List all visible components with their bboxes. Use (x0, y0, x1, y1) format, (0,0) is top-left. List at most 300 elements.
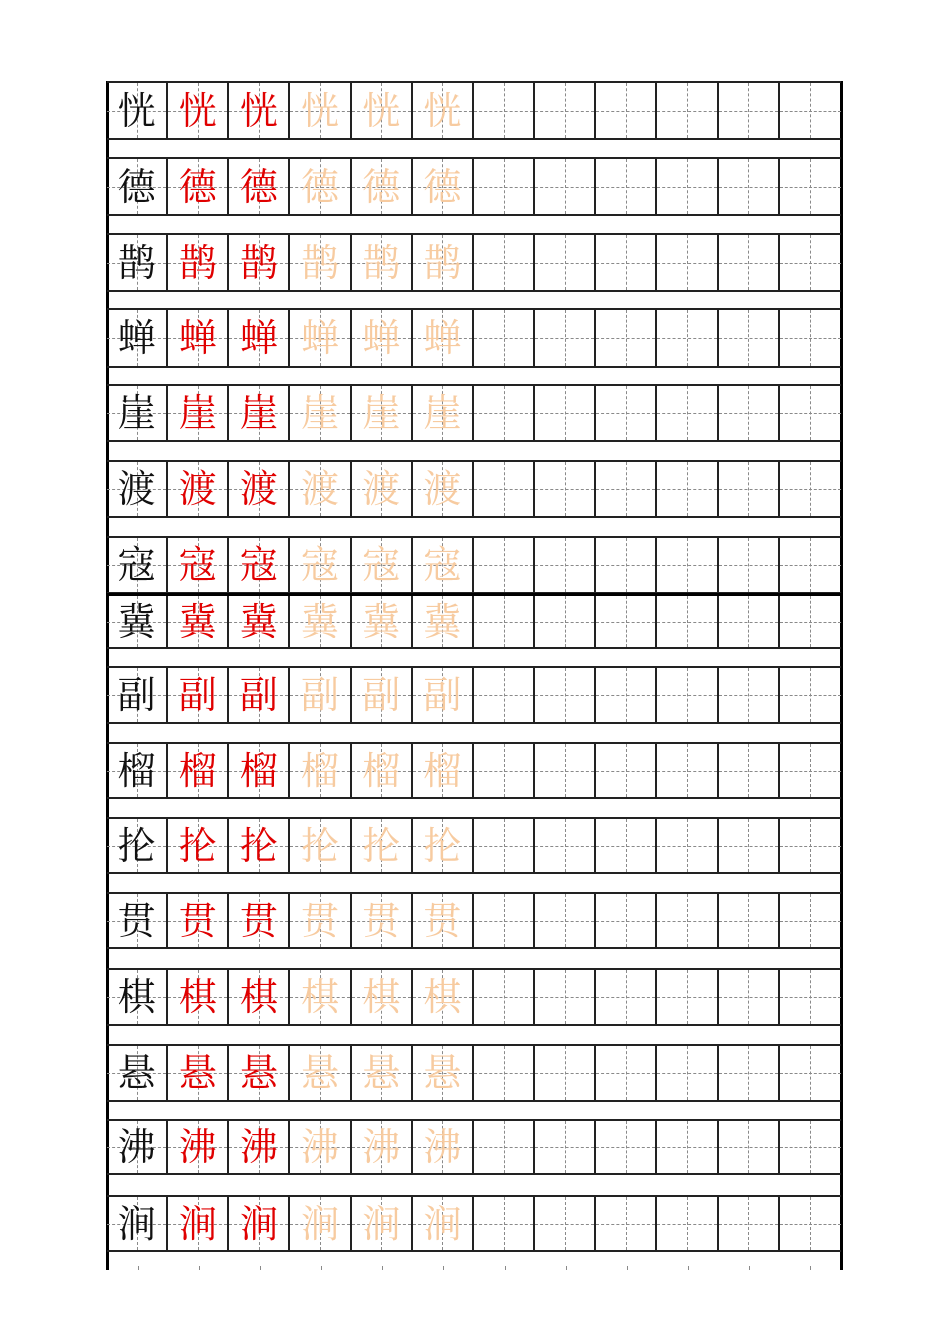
blank-practice-cell (780, 235, 841, 290)
blank-practice-cell (719, 1046, 780, 1100)
trace-character: 悬 (301, 1051, 340, 1095)
model-character-cell (107, 744, 168, 797)
red-example-cell (168, 159, 229, 214)
trace-character-cell (290, 744, 351, 797)
trace-character-cell (352, 83, 413, 138)
blank-practice-cell (780, 668, 841, 722)
red-character: 寇 (178, 543, 217, 587)
red-example-cell (229, 894, 290, 947)
trace-character: 贯 (362, 898, 401, 943)
red-character: 悬 (178, 1051, 217, 1095)
trace-character: 悬 (362, 1051, 401, 1095)
blank-practice-cell (657, 310, 718, 366)
trace-character: 蝉 (301, 316, 340, 360)
trace-character: 悬 (423, 1051, 462, 1095)
model-character-cell (107, 1121, 168, 1173)
blank-practice-cell (474, 462, 535, 516)
blank-practice-cell (474, 310, 535, 366)
blank-practice-cell (719, 970, 780, 1024)
red-character: 渡 (239, 467, 278, 511)
trace-character-cell (290, 894, 351, 947)
red-character: 榴 (178, 748, 217, 793)
trace-character: 鹊 (423, 240, 462, 285)
trace-character-cell (352, 538, 413, 592)
character-row (107, 1044, 841, 1102)
trace-character-cell (413, 744, 474, 797)
blank-practice-cell (719, 744, 780, 797)
trace-character-cell (413, 310, 474, 366)
trace-character: 寇 (423, 543, 462, 587)
blank-practice-cell (719, 462, 780, 516)
blank-practice-cell (596, 596, 657, 647)
blank-practice-cell (596, 819, 657, 872)
trace-character: 冀 (362, 599, 401, 644)
blank-practice-cell (535, 538, 596, 592)
blank-practice-cell (657, 970, 718, 1024)
character-row (107, 742, 841, 799)
trace-character-cell (413, 1121, 474, 1173)
red-character: 蝉 (239, 316, 278, 360)
blank-practice-cell (780, 970, 841, 1024)
red-example-cell (229, 83, 290, 138)
red-character: 副 (239, 673, 278, 717)
blank-practice-cell (535, 1046, 596, 1100)
red-example-cell (168, 744, 229, 797)
blank-practice-cell (719, 83, 780, 138)
model-character: 副 (117, 673, 156, 717)
model-character-cell (107, 386, 168, 440)
trace-character-cell (413, 159, 474, 214)
trace-character: 崖 (301, 391, 340, 435)
model-character: 恍 (117, 88, 156, 133)
blank-practice-cell (535, 386, 596, 440)
trace-character-cell (352, 894, 413, 947)
red-character: 恍 (178, 88, 217, 133)
blank-practice-cell (657, 1121, 718, 1173)
red-example-cell (229, 744, 290, 797)
red-example-cell (168, 1197, 229, 1250)
trace-character: 贯 (423, 898, 462, 943)
blank-practice-cell (474, 235, 535, 290)
trace-character-cell (290, 310, 351, 366)
character-row (107, 1119, 841, 1175)
trace-character: 榴 (362, 748, 401, 793)
guide-tick (229, 1266, 290, 1272)
red-character: 德 (178, 164, 217, 209)
trace-character-cell (352, 596, 413, 647)
blank-practice-cell (474, 894, 535, 947)
model-character: 蝉 (117, 316, 156, 360)
trace-character: 德 (301, 164, 340, 209)
blank-practice-cell (596, 159, 657, 214)
trace-character-cell (413, 386, 474, 440)
trace-character: 贯 (301, 898, 340, 943)
trace-character-cell (352, 159, 413, 214)
blank-practice-cell (657, 538, 718, 592)
trace-character-cell (290, 596, 351, 647)
red-example-cell (168, 462, 229, 516)
blank-practice-cell (596, 1121, 657, 1173)
blank-practice-cell (719, 538, 780, 592)
red-example-cell (229, 310, 290, 366)
blank-practice-cell (719, 1197, 780, 1250)
blank-practice-cell (596, 894, 657, 947)
trace-character-cell (290, 970, 351, 1024)
character-row (107, 81, 841, 140)
blank-practice-cell (719, 235, 780, 290)
trace-character-cell (413, 596, 474, 647)
trace-character: 抡 (362, 823, 401, 868)
model-character: 涧 (117, 1201, 156, 1246)
blank-practice-cell (657, 744, 718, 797)
trace-character: 崖 (423, 391, 462, 435)
trace-character: 抡 (301, 823, 340, 868)
character-row (107, 1195, 841, 1252)
trace-character-cell (413, 894, 474, 947)
blank-practice-cell (474, 1121, 535, 1173)
blank-practice-cell (719, 894, 780, 947)
blank-practice-cell (596, 668, 657, 722)
blank-practice-cell (719, 819, 780, 872)
blank-practice-cell (780, 1121, 841, 1173)
trace-character-cell (352, 1121, 413, 1173)
blank-practice-cell (535, 970, 596, 1024)
guide-tick (657, 1266, 718, 1272)
red-character: 涧 (239, 1201, 278, 1246)
red-character: 渡 (178, 467, 217, 511)
red-character: 德 (239, 164, 278, 209)
model-character: 贯 (117, 898, 156, 943)
model-character-cell (107, 83, 168, 138)
blank-practice-cell (596, 235, 657, 290)
blank-practice-cell (474, 744, 535, 797)
red-character: 棋 (239, 975, 278, 1019)
red-character: 冀 (239, 599, 278, 644)
model-character: 抡 (117, 823, 156, 868)
guide-tick (168, 1266, 229, 1272)
red-character: 鹊 (178, 240, 217, 285)
cut-off-next-row (107, 1266, 841, 1272)
trace-character: 恍 (423, 88, 462, 133)
character-row (107, 157, 841, 216)
model-character: 崖 (117, 391, 156, 435)
blank-practice-cell (535, 83, 596, 138)
trace-character-cell (352, 668, 413, 722)
model-character: 棋 (117, 975, 156, 1019)
blank-practice-cell (596, 744, 657, 797)
guide-tick (290, 1266, 351, 1272)
character-row (107, 968, 841, 1026)
blank-practice-cell (535, 668, 596, 722)
red-example-cell (229, 1121, 290, 1173)
red-example-cell (168, 83, 229, 138)
character-row (107, 892, 841, 949)
blank-practice-cell (780, 894, 841, 947)
character-row (107, 817, 841, 874)
blank-practice-cell (780, 744, 841, 797)
blank-practice-cell (474, 83, 535, 138)
red-example-cell (168, 596, 229, 647)
blank-practice-cell (474, 538, 535, 592)
red-character: 涧 (178, 1201, 217, 1246)
red-example-cell (168, 538, 229, 592)
trace-character-cell (413, 538, 474, 592)
trace-character-cell (290, 83, 351, 138)
trace-character: 副 (301, 673, 340, 717)
model-character: 寇 (117, 543, 156, 587)
red-character: 沸 (239, 1125, 278, 1169)
red-character: 贯 (239, 898, 278, 943)
trace-character-cell (352, 1046, 413, 1100)
blank-practice-cell (657, 1197, 718, 1250)
blank-practice-cell (780, 538, 841, 592)
trace-character: 恍 (362, 88, 401, 133)
blank-practice-cell (596, 1197, 657, 1250)
red-example-cell (168, 1046, 229, 1100)
trace-character-cell (413, 1197, 474, 1250)
blank-practice-cell (474, 159, 535, 214)
model-character: 冀 (117, 599, 156, 644)
red-example-cell (229, 970, 290, 1024)
red-character: 副 (178, 673, 217, 717)
guide-tick (107, 1266, 168, 1272)
model-character-cell (107, 159, 168, 214)
red-example-cell (229, 386, 290, 440)
trace-character-cell (290, 1197, 351, 1250)
model-character: 渡 (117, 467, 156, 511)
red-character: 恍 (239, 88, 278, 133)
red-example-cell (168, 819, 229, 872)
red-example-cell (168, 668, 229, 722)
trace-character-cell (352, 819, 413, 872)
blank-practice-cell (596, 310, 657, 366)
trace-character-cell (352, 744, 413, 797)
blank-practice-cell (780, 462, 841, 516)
model-character: 沸 (117, 1125, 156, 1169)
red-example-cell (229, 159, 290, 214)
trace-character: 沸 (423, 1125, 462, 1169)
blank-practice-cell (474, 970, 535, 1024)
blank-practice-cell (780, 1046, 841, 1100)
trace-character: 沸 (362, 1125, 401, 1169)
trace-character-cell (352, 462, 413, 516)
blank-practice-cell (780, 1197, 841, 1250)
trace-character-cell (352, 235, 413, 290)
trace-character-cell (290, 1046, 351, 1100)
red-example-cell (229, 235, 290, 290)
model-character: 榴 (117, 748, 156, 793)
red-example-cell (229, 462, 290, 516)
trace-character-cell (352, 970, 413, 1024)
blank-practice-cell (657, 159, 718, 214)
trace-character: 鹊 (362, 240, 401, 285)
trace-character: 涧 (301, 1201, 340, 1246)
trace-character-cell (413, 1046, 474, 1100)
trace-character: 涧 (423, 1201, 462, 1246)
blank-practice-cell (780, 159, 841, 214)
blank-practice-cell (596, 1046, 657, 1100)
trace-character: 鹊 (301, 240, 340, 285)
red-example-cell (168, 386, 229, 440)
trace-character: 榴 (301, 748, 340, 793)
trace-character: 渡 (362, 467, 401, 511)
trace-character: 寇 (362, 543, 401, 587)
trace-character-cell (413, 668, 474, 722)
trace-character: 恍 (301, 88, 340, 133)
red-character: 悬 (239, 1051, 278, 1095)
trace-character-cell (352, 386, 413, 440)
trace-character: 冀 (423, 599, 462, 644)
character-row (107, 233, 841, 292)
blank-practice-cell (657, 819, 718, 872)
blank-practice-cell (596, 538, 657, 592)
blank-practice-cell (474, 668, 535, 722)
red-character: 寇 (239, 543, 278, 587)
blank-practice-cell (657, 462, 718, 516)
blank-practice-cell (780, 386, 841, 440)
red-example-cell (168, 894, 229, 947)
model-character-cell (107, 1046, 168, 1100)
guide-tick (596, 1266, 657, 1272)
blank-practice-cell (535, 310, 596, 366)
model-character-cell (107, 819, 168, 872)
trace-character: 渡 (423, 467, 462, 511)
trace-character: 冀 (301, 599, 340, 644)
model-character: 鹊 (117, 240, 156, 285)
trace-character: 崖 (362, 391, 401, 435)
blank-practice-cell (657, 386, 718, 440)
blank-practice-cell (719, 159, 780, 214)
trace-character: 副 (423, 673, 462, 717)
red-example-cell (229, 538, 290, 592)
blank-practice-cell (535, 596, 596, 647)
guide-tick (352, 1266, 413, 1272)
blank-practice-cell (535, 819, 596, 872)
blank-practice-cell (780, 83, 841, 138)
blank-practice-cell (657, 596, 718, 647)
blank-practice-cell (474, 596, 535, 647)
model-character: 悬 (117, 1051, 156, 1095)
trace-character: 沸 (301, 1125, 340, 1169)
blank-practice-cell (719, 310, 780, 366)
trace-character: 棋 (362, 975, 401, 1019)
trace-character: 蝉 (423, 316, 462, 360)
trace-character-cell (290, 538, 351, 592)
blank-practice-cell (780, 310, 841, 366)
blank-practice-cell (474, 1046, 535, 1100)
blank-practice-cell (474, 1197, 535, 1250)
model-character: 德 (117, 164, 156, 209)
guide-tick (535, 1266, 596, 1272)
trace-character-cell (290, 159, 351, 214)
trace-character-cell (413, 235, 474, 290)
blank-practice-cell (535, 159, 596, 214)
blank-practice-cell (596, 386, 657, 440)
model-character-cell (107, 235, 168, 290)
model-character-cell (107, 462, 168, 516)
character-row (107, 308, 841, 368)
red-example-cell (229, 668, 290, 722)
guide-tick (780, 1266, 841, 1272)
red-example-cell (168, 970, 229, 1024)
trace-character: 抡 (423, 823, 462, 868)
red-character: 鹊 (239, 240, 278, 285)
character-row (107, 460, 841, 518)
red-example-cell (229, 819, 290, 872)
trace-character: 蝉 (362, 316, 401, 360)
blank-practice-cell (719, 386, 780, 440)
blank-practice-cell (719, 1121, 780, 1173)
trace-character: 渡 (301, 467, 340, 511)
blank-practice-cell (535, 235, 596, 290)
trace-character: 棋 (301, 975, 340, 1019)
model-character-cell (107, 538, 168, 592)
blank-practice-cell (474, 819, 535, 872)
trace-character-cell (413, 462, 474, 516)
blank-practice-cell (535, 1197, 596, 1250)
red-character: 榴 (239, 748, 278, 793)
red-character: 崖 (178, 391, 217, 435)
blank-practice-cell (474, 386, 535, 440)
trace-character-cell (290, 1121, 351, 1173)
model-character-cell (107, 310, 168, 366)
blank-practice-cell (719, 668, 780, 722)
red-character: 贯 (178, 898, 217, 943)
trace-character: 副 (362, 673, 401, 717)
trace-character-cell (352, 310, 413, 366)
character-row (107, 593, 841, 649)
trace-character-cell (290, 235, 351, 290)
trace-character-cell (290, 386, 351, 440)
blank-practice-cell (780, 819, 841, 872)
character-row (107, 536, 841, 594)
model-character-cell (107, 596, 168, 647)
red-character: 崖 (239, 391, 278, 435)
blank-practice-cell (596, 970, 657, 1024)
blank-practice-cell (780, 596, 841, 647)
trace-character-cell (290, 462, 351, 516)
character-row (107, 666, 841, 724)
red-example-cell (229, 1197, 290, 1250)
trace-character-cell (290, 819, 351, 872)
red-character: 沸 (178, 1125, 217, 1169)
blank-practice-cell (535, 462, 596, 516)
trace-character-cell (290, 668, 351, 722)
trace-character: 榴 (423, 748, 462, 793)
red-example-cell (168, 310, 229, 366)
model-character-cell (107, 1197, 168, 1250)
blank-practice-cell (657, 1046, 718, 1100)
red-example-cell (229, 596, 290, 647)
character-row (107, 384, 841, 442)
guide-tick (719, 1266, 780, 1272)
model-character-cell (107, 668, 168, 722)
trace-character-cell (413, 819, 474, 872)
model-character-cell (107, 894, 168, 947)
red-example-cell (229, 1046, 290, 1100)
red-character: 蝉 (178, 316, 217, 360)
trace-character-cell (352, 1197, 413, 1250)
blank-practice-cell (535, 894, 596, 947)
trace-character: 德 (423, 164, 462, 209)
trace-character: 寇 (301, 543, 340, 587)
red-example-cell (168, 1121, 229, 1173)
trace-character: 德 (362, 164, 401, 209)
trace-character-cell (413, 970, 474, 1024)
model-character-cell (107, 970, 168, 1024)
guide-tick (413, 1266, 474, 1272)
red-character: 冀 (178, 599, 217, 644)
